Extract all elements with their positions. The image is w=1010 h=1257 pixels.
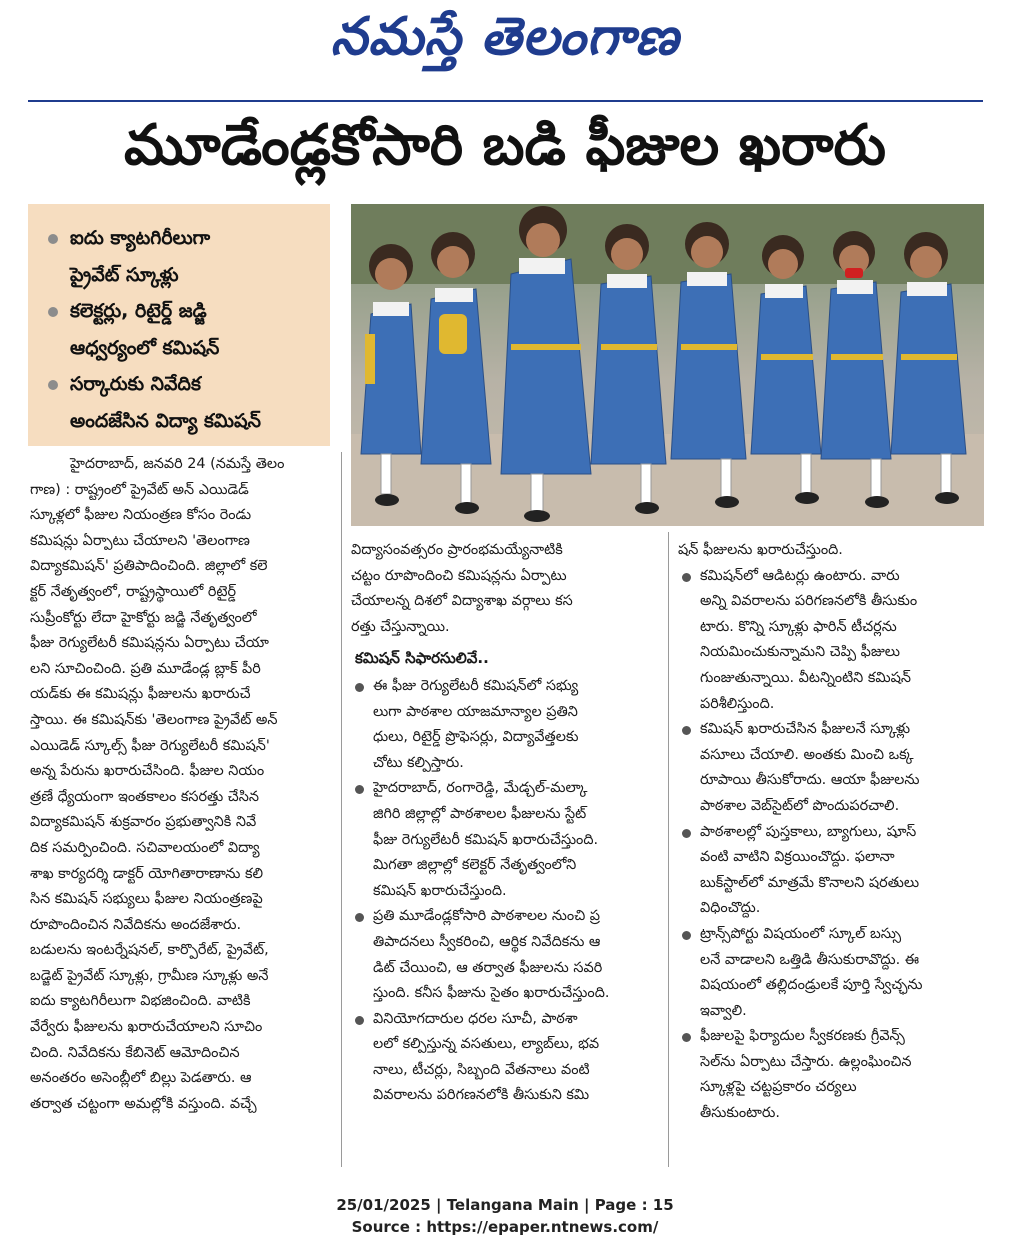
text-line: కమిషన్ ఖరారుచేసిన ఫీజులనే స్కూళ్లు	[700, 721, 911, 738]
section-subhead: కమిషన్ సిఫారసులివే..	[355, 649, 489, 668]
text-line: ఫీజులపై ఫిర్యాదుల స్వీకరణకు గ్రీవెన్స్	[700, 1028, 905, 1045]
bullet-icon	[355, 785, 364, 794]
text-line: ట్రాన్స్‌పోర్టు విషయంలో స్కూల్ బస్సు	[700, 925, 902, 942]
text-line: విద్యాసంవత్సరం ప్రారంభమయ్యేనాటికి	[351, 542, 563, 558]
text-line: స్తాయి. ఈ కమిషన్‌కు 'తెలంగాణ ప్రైవేట్ అన్	[30, 711, 278, 728]
text-line: కమిషన్లు ఏర్పాటు చేయాలని 'తెలంగాణ	[30, 532, 250, 549]
text-line: అనంతరం అసెంబ్లీలో బిల్లు పెడతారు. ఆ	[30, 1070, 252, 1087]
recommendation-item	[678, 820, 982, 922]
text-line: జిగిరి జిల్లాల్లో పాఠశాలల ఫీజులను స్టేట్	[373, 805, 587, 822]
text-line: మిగతా జిల్లాల్లో కలెక్టర్ నేతృత్వంలోని	[373, 857, 577, 874]
text-line: ఎయిడెడ్ స్కూల్స్ ఫీజు రెగ్యులేటరీ కమిషన్'	[30, 737, 270, 754]
text-line: రూపాయి తీసుకోరాదు. ఆయా ఫీజులను	[700, 772, 920, 789]
text-line: గాణ) : రాష్ట్రంలో ప్రైవేట్ అన్ ఎయిడెడ్	[30, 481, 249, 498]
text-line: చోటు కల్పిస్తారు.	[373, 754, 464, 771]
text-line: హైదరాబాద్, రంగారెడ్డి, మేడ్చల్-మల్కా	[373, 780, 588, 797]
bullet-icon	[682, 829, 691, 838]
text-line: వసూలు చేయాలి. అంతకు మించి ఒక్క	[700, 746, 914, 763]
text-line: అన్ని వివరాలను పరిగణనలోకి తీసుకుం	[700, 593, 918, 610]
recommendation-item	[351, 1007, 659, 1109]
text-line: గుంజుతున్నాయి. వీటన్నింటిని కమిషన్	[700, 669, 911, 686]
text-line: హైదరాబాద్, జనవరి 24 (నమస్తే తెలం	[70, 456, 285, 472]
text-line: రత్తు చేస్తున్నాయి.	[351, 618, 450, 635]
text-line: బుక్‌స్టాల్‌లో మాత్రమే కొనాలని షరతులు	[700, 874, 920, 891]
text-line: క్టర్ నేతృత్వంలో, రాష్ట్రస్థాయిలో రిటైర్డ్	[30, 583, 237, 600]
bullet-icon	[48, 307, 58, 317]
text-line: డిట్ చేయించి, ఆ తర్వాత ఫీజులను సవరి	[373, 959, 603, 976]
column-divider	[668, 532, 669, 1167]
text-line: పాఠశాలల్లో పుస్తకాలు, బ్యాగులు, షూస్	[700, 823, 917, 840]
text-line: పరిశీలిస్తుంది.	[700, 695, 775, 712]
text-line: కమిషన్‌లో ఆడిటర్లు ఉంటారు. వారు	[700, 567, 900, 584]
highlight-item	[46, 366, 316, 439]
text-line: ఫీజు రెగ్యులేటరీ కమిషన్లను ఏర్పాటు చేయా	[30, 635, 269, 652]
text-line: కమిషన్ ఖరారుచేస్తుంది.	[373, 882, 507, 899]
text-line: వంటి వాటిని విక్రయించొద్దు. ఫలానా	[700, 849, 895, 866]
text-line: ఫీజు రెగ్యులేటరీ కమిషన్ ఖరారుచేస్తుంది.	[373, 831, 599, 848]
column-divider	[341, 452, 342, 1167]
recommendation-item	[351, 904, 659, 1006]
highlight-line: కలెక్టర్లు, రిటైర్డ్ జడ్జి	[70, 300, 207, 322]
text-line: లని సూచించింది. ప్రతి మూడేండ్ల బ్లాక్ పీరి	[30, 660, 261, 677]
text-line: చింది. నివేదికను కేబినెట్ ఆమోదించిన	[30, 1044, 240, 1061]
text-line: యడ్‌కు ఈ కమిషన్లు ఫీజులను ఖరారుచే	[30, 686, 251, 703]
text-line: సుప్రీంకోర్టు లేదా హైకోర్టు జడ్జి నేతృత్వంలో	[30, 609, 257, 626]
text-line: విద్యాకమిషన్' ప్రతిపాదించింది. జిల్లాలో కలె	[30, 558, 268, 575]
text-line: బడ్జెట్ ప్రైవేట్ స్కూళ్లు, గ్రామీణ స్కూళ్లు అనే	[30, 967, 269, 984]
highlight-line: ప్రైవేట్ స్కూళ్లు	[70, 263, 179, 286]
text-line: విషయంలో తల్లిదండ్రులకే పూర్తి స్వేచ్ఛను	[700, 977, 923, 994]
text-line: అన్న పేరును ఖరారుచేసింది. ఫీజుల నియం	[30, 763, 265, 780]
text-line: బడులను ఇంటర్నేషనల్, కార్పొరేట్, ప్రైవేట్,	[30, 942, 269, 959]
bullet-icon	[355, 913, 364, 922]
article-headline: మూడేండ్లకోసారి బడి ఫీజుల ఖరారు	[123, 113, 887, 178]
highlight-line: సర్కారుకు నివేదిక	[70, 373, 201, 395]
text-line: పాఠశాల వెబ్‌సైట్‌లో పొందుపరచాలి.	[700, 797, 900, 814]
footer-date-page: 25/01/2025 | Telangana Main | Page : 15	[336, 1196, 674, 1214]
highlight-item	[46, 220, 316, 293]
bullet-icon	[682, 931, 691, 940]
text-line: వినియోగదారుల ధరల సూచీ, పాఠశా	[373, 1010, 578, 1027]
students-illustration	[351, 204, 984, 526]
text-line: విధించొద్దు.	[700, 900, 761, 917]
text-line: నియమించుకున్నామని చెప్పి ఫీజులు	[700, 644, 900, 661]
text-line: తిపాదనలు స్వీకరించి, ఆర్థిక నివేదికను ఆ	[373, 933, 601, 950]
bullet-icon	[355, 683, 364, 692]
highlight-line: ఆధ్వర్యంలో కమిషన్	[70, 336, 220, 359]
text-line: ధులు, రిటైర్డ్ ప్రొఫెసర్లు, విద్యావేత్తలకు	[373, 729, 579, 746]
text-line: చేయాలన్న దిశలో విద్యాశాఖ వర్గాలు కస	[351, 593, 573, 610]
text-line: ఐదు క్యాటగిరీలుగా విభజించింది. వాటికి	[30, 993, 251, 1010]
article-column-1	[30, 452, 330, 1117]
recommendation-item	[351, 674, 659, 776]
text-line: స్తుంది. కనీస ఫీజును సైతం ఖరారుచేస్తుంది.	[373, 985, 610, 1002]
masthead-divider	[28, 100, 983, 102]
bullet-icon	[48, 234, 58, 244]
text-line: రూపొందించిన నివేదికను అందజేశారు.	[30, 916, 242, 933]
text-line: విద్యాకమిషన్ శుక్రవారం ప్రభుత్వానికి నివే	[30, 814, 257, 831]
highlight-item	[46, 293, 316, 366]
bullet-icon	[48, 380, 58, 390]
text-line: లలో కల్పిస్తున్న వసతులు, ల్యాబ్‌లు, భవ	[373, 1036, 600, 1053]
newspaper-masthead: నమస్తే తెలంగాణ	[330, 6, 680, 67]
text-line: ఇవ్వాలి.	[700, 1002, 747, 1019]
highlight-line: ఐదు క్యాటగిరీలుగా	[70, 227, 211, 249]
text-line: నాలు, టీచర్లు, సిబ్బంది వేతనాలు వంటి	[373, 1061, 590, 1078]
text-line: షన్ ఫీజులను ఖరారుచేస్తుంది.	[678, 542, 843, 558]
text-line: వివరాలను పరిగణనలోకి తీసుకుని కమి	[373, 1087, 590, 1104]
text-line: లుగా పాఠశాల యాజమాన్యాల ప్రతిని	[373, 703, 578, 720]
text-line: టారు. కొన్ని స్కూళ్లు ఫారిన్ టీచర్లను	[700, 618, 897, 635]
bullet-icon	[682, 573, 691, 582]
text-line: శాఖ కార్యదర్శి డాక్టర్ యోగితారాణాను కలి	[30, 865, 264, 882]
recommendation-item	[678, 564, 982, 718]
bullet-icon	[682, 726, 691, 735]
bullet-icon	[355, 1016, 364, 1025]
text-line: తర్వాత చట్టంగా అమల్లోకి వస్తుంది. వచ్చే	[30, 1095, 257, 1112]
article-column-3	[678, 538, 982, 1127]
students-photo	[351, 204, 984, 526]
text-line: దిక సమర్పించింది. సచివాలయంలో విద్యా	[30, 839, 260, 856]
text-line: త్రణే ధ్యేయంగా ఇంతకాలం కసరత్తు చేసిన	[30, 788, 259, 805]
recommendation-item	[678, 717, 982, 819]
recommendation-item	[678, 1024, 982, 1126]
text-line: చట్టం రూపొందించి కమిషన్లను ఏర్పాటు	[351, 567, 567, 584]
text-line: స్కూళ్లపై చట్టప్రకారం చర్యలు	[700, 1079, 857, 1096]
text-line: సెల్‌ను ఏర్పాటు చేస్తారు. ఉల్లంఘించిన	[700, 1053, 912, 1070]
article-column-2	[351, 538, 659, 1109]
text-line: లనే వాడాలని ఒత్తిడి తీసుకురావొద్దు. ఈ	[700, 951, 920, 968]
highlights-box	[28, 204, 330, 446]
text-line: వేర్వేరు ఫీజులను ఖరారుచేయాలని సూచిం	[30, 1019, 263, 1036]
text-line: ప్రతి మూడేండ్లకోసారి పాఠశాలల నుంచి ప్ర	[373, 908, 601, 925]
text-line: తీసుకుంటారు.	[700, 1105, 780, 1122]
recommendation-item	[351, 776, 659, 904]
text-line: స్కూళ్లలో ఫీజుల నియంత్రణ కోసం రెండు	[30, 507, 252, 524]
highlight-line: అందజేసిన విద్యా కమిషన్	[70, 409, 261, 432]
bullet-icon	[682, 1033, 691, 1042]
recommendation-item	[678, 922, 982, 1024]
text-line: ఈ ఫీజు రెగ్యులేటరీ కమిషన్‌లో సభ్యు	[373, 677, 579, 694]
text-line: సిన కమిషన్ సభ్యులు ఫీజుల నియంత్రణపై	[30, 891, 263, 908]
footer-source: Source : https://epaper.ntnews.com/	[351, 1218, 659, 1236]
